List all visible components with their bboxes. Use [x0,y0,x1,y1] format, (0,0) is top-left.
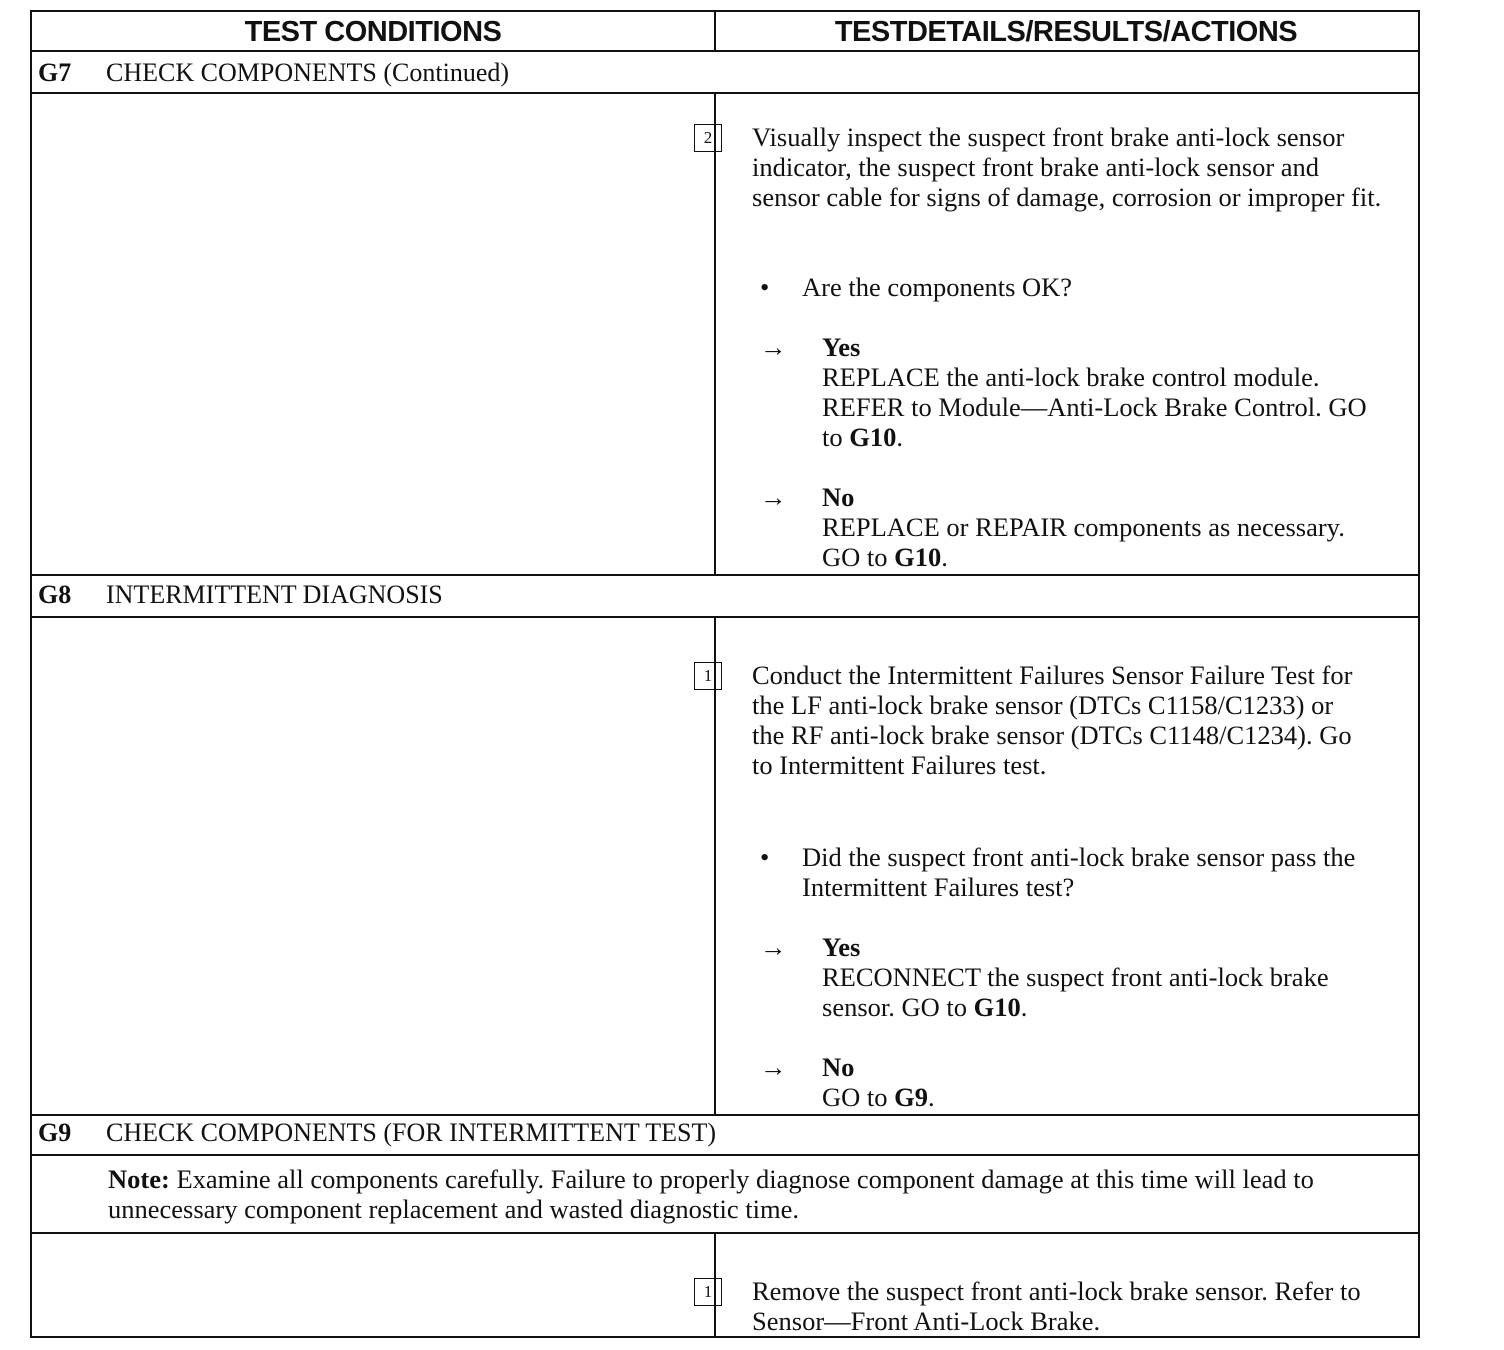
answer-end: . [941,542,948,572]
section-title: CHECK COMPONENTS (Continued) [106,58,510,87]
answer-text: GO to [822,1082,888,1112]
answer-text: REPLACE the anti-lock brake control module. REFER to Module—Anti-Lock Brake Control. GO to [822,362,1367,452]
g7-step [703,122,1392,212]
header-test-conditions: TEST CONDITIONS [244,16,502,48]
header-test-details: TESTDETAILS/RESULTS/ACTIONS [834,16,1298,48]
g7-answer-no [760,482,1382,572]
row-divider [32,92,1418,94]
g9-step [703,1276,1372,1336]
goto-ref: G10 [894,542,942,572]
answer-label: No [822,482,855,512]
column-divider [714,616,716,1114]
g9-note [108,1164,1408,1224]
answer-text: RECONNECT the suspect front anti-lock brake sensor. GO to [822,962,1329,1022]
answer-end: . [928,1082,935,1112]
section-g7-header [38,58,509,88]
row-divider [32,1232,1418,1234]
row-divider [32,616,1418,618]
answer-text: REPLACE or REPAIR components as necessary. GO to [822,512,1345,572]
column-divider [714,92,716,574]
answer-label: Yes [822,332,861,362]
step-number-box: 1 [694,662,722,690]
arrow-right-icon: → [760,1052,787,1082]
g7-question [760,272,1382,302]
answer-end: . [1020,992,1028,1022]
note-text: Examine all components carefully. Failure to properly diagnose component damage at this time will lead to unnecessary component replacement and wasted diagnostic time. [108,1164,1314,1224]
section-title: CHECK COMPONENTS (FOR INTERMITTENT TEST) [106,1118,717,1147]
answer-label: No [822,1052,855,1082]
arrow-right-icon: → [760,482,787,512]
section-g8-header [38,580,443,610]
section-g9-header [38,1118,716,1148]
section-id: G9 [38,1118,72,1147]
g8-answer-no [760,1052,1382,1112]
arrow-right-icon: → [760,932,787,962]
question-text: Did the suspect front anti-lock brake sensor pass the Intermittent Failures test? [802,842,1356,902]
g7-answer-yes [760,332,1382,452]
step-text: Visually inspect the suspect front brake anti-lock sensor indicator, the suspect front brake anti-lock sensor and sensor cable for signs of damage, corrosion or improper fit. [752,122,1382,212]
section-id: G7 [38,58,72,87]
g8-answer-yes [760,932,1352,1022]
goto-ref: G10 [849,422,897,452]
goto-ref: G10 [973,992,1021,1022]
note-label: Note: [108,1164,170,1194]
row-divider [32,1114,1418,1116]
step-number-box: 1 [694,1278,722,1306]
row-divider [32,1154,1418,1156]
section-title: INTERMITTENT DIAGNOSIS [106,580,443,609]
row-divider [32,574,1418,576]
question-text: Are the components OK? [802,272,1073,302]
bullet-icon: • [760,842,770,872]
step-text: Conduct the Intermittent Failures Sensor Failure Test for the LF anti-lock brake sensor (DTCs C1158/C1233) or the RF anti-lock brake sensor (DTCs C1148/C1234). Go to Intermittent Failures test. [752,660,1353,780]
section-id: G8 [38,580,72,609]
answer-label: Yes [822,932,861,962]
answer-end: . [896,422,903,452]
arrow-right-icon: → [760,332,787,362]
g8-step [703,660,1372,780]
bullet-icon: • [760,272,770,302]
step-number-box: 2 [694,124,722,152]
g8-question [760,842,1362,902]
step-text: Remove the suspect front anti-lock brake sensor. Refer to Sensor—Front Anti-Lock Brake. [752,1276,1361,1336]
goto-ref: G9 [894,1082,929,1112]
